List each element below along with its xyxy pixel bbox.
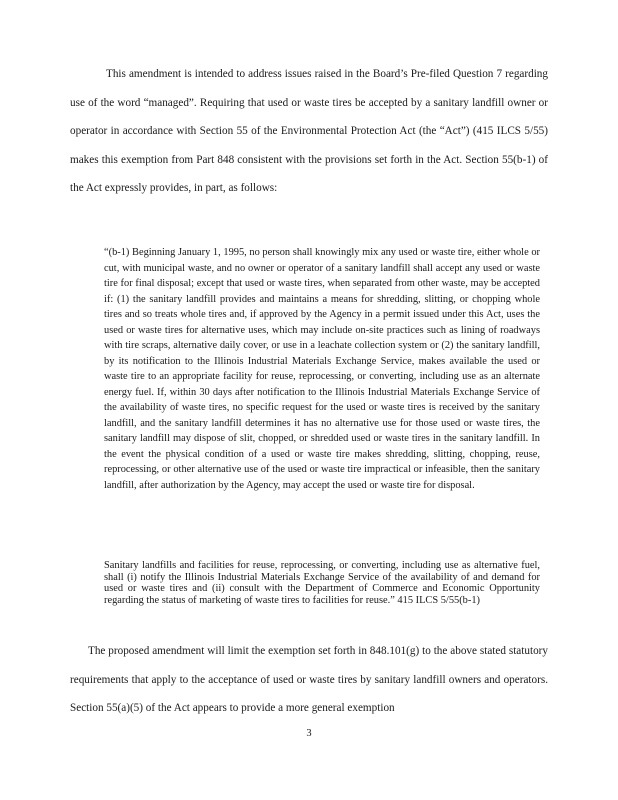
statute-quote: “(b-1) Beginning January 1, 1995, no person shall knowingly mix any used or waste tire, either whole or cut, with municipal waste, and no owner or operator of a sanitary landfill shall accept any used or waste tire for final disposal; except that used or waste tires, when separated from other waste, may be accepted if: (1) the sanitary landfill provides and maintains a means for shredding, slitting, or chopping whole tires and so treats whole tires and, if approved by the Agency in a permit issued under this Act, uses the used or waste tires for alternative uses, which may include on-site practices such as lining of roadways with tire scraps, alternative daily cover, or use in a leachate collection system or (2) the sanitary landfill, by its notification to the Illinois Industrial Materials Exchange Service, makes available the used or waste tire to an appropriate facility for reuse, reprocessing, or converting, including use as an alternate energy fuel. If, within 30 days after notification to the Illinois Industrial Materials Exchange Service of the availability of waste tires, no specific request for the used or waste tires is received by the sanitary landfill, and the sanitary landfill determines it has no alternative use for those used or waste tires, the sanitary landfill may dispose of slit, chopped, or shredded used or waste tires in the sanitary landfill. In the event the physical condition of a used or waste tire makes shredding, slitting, chopping, reuse, reprocessing, or other alternative use of the used or waste tire impractical or infeasible, then the sanitary landfill, after authorization by the Agency, may accept the used or waste tire for disposal.	[104, 247, 540, 491]
closing-paragraph: The proposed amendment will limit the exemption set forth in 848.101(g) to the above stated statutory requirements that apply to the acceptance of used or waste tires by sanitary landfill owners and operators. Section 55(a)(5) of the Act appears to provide a more general exemption	[70, 645, 548, 715]
intro-paragraph: This amendment is intended to address issues raised in the Board’s Pre-filed Question 7 regarding use of the word “managed”. Requiring that used or waste tires be accepted by a sanitary landfill owner or operator in accordance with Section 55 of the Environmental Protection Act (the “Act”) (415 ILCS 5/55) makes this exemption from Part 848 consistent with the provisions set forth in the Act. Section 55(b-1) of the Act expressly provides, in part, as follows:	[70, 68, 548, 195]
statute-quote-continued: Sanitary landfills and facilities for reuse, reprocessing, or converting, including use as alternative fuel, shall (i) notify the Illinois Industrial Materials Exchange Service of the availability of and demand for used or waste tires and (ii) consult with the Department of Commerce and Economic Opportunity regarding the status of marketing of waste tires to facilities for reuse.” 415 ILCS 5/55(b-1)	[104, 560, 540, 607]
page-number: 3	[306, 728, 312, 739]
